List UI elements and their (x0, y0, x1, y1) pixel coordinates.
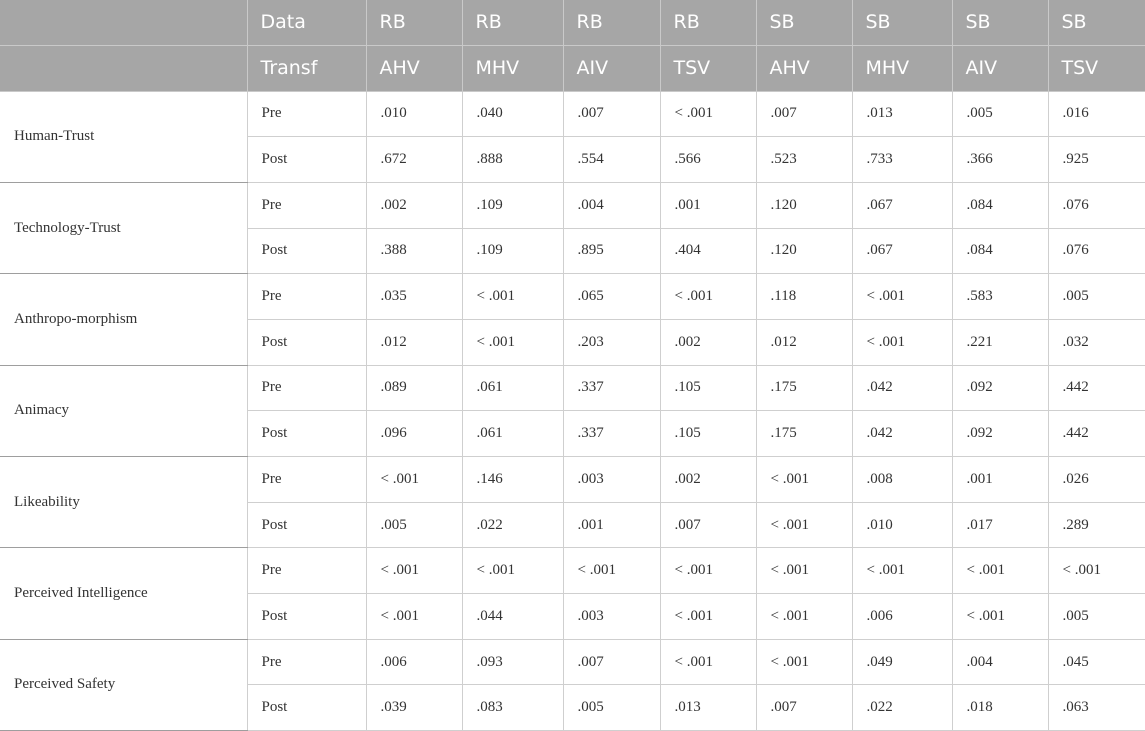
value-cell: < .001 (462, 319, 563, 365)
transformation-label: Post (247, 411, 366, 457)
transformation-label: Post (247, 502, 366, 548)
value-cell: .001 (952, 457, 1048, 503)
transformation-label: Pre (247, 457, 366, 503)
value-cell: < .001 (852, 548, 952, 594)
value-cell: .083 (462, 685, 563, 731)
header-cell: AHV (366, 45, 462, 91)
value-cell: .289 (1048, 502, 1145, 548)
value-cell: .010 (366, 91, 462, 137)
value-cell: < .001 (366, 548, 462, 594)
value-cell: < .001 (462, 548, 563, 594)
value-cell: .583 (952, 274, 1048, 320)
value-cell: .039 (366, 685, 462, 731)
value-cell: .076 (1048, 182, 1145, 228)
value-cell: .022 (852, 685, 952, 731)
value-cell: .005 (366, 502, 462, 548)
value-cell: < .001 (660, 274, 756, 320)
value-cell: .017 (952, 502, 1048, 548)
value-cell: .002 (660, 457, 756, 503)
value-cell: .012 (756, 319, 852, 365)
value-cell: .013 (660, 685, 756, 731)
value-cell: .005 (1048, 274, 1145, 320)
variable-label: Perceived Intelligence (0, 548, 247, 639)
value-cell: < .001 (952, 548, 1048, 594)
header-row-transf (0, 45, 1145, 91)
header-cell: AIV (563, 45, 660, 91)
value-cell: < .001 (660, 594, 756, 640)
value-cell: .001 (563, 502, 660, 548)
value-cell: .105 (660, 411, 756, 457)
header-cell: TSV (660, 45, 756, 91)
value-cell: .092 (952, 365, 1048, 411)
value-cell: .337 (563, 365, 660, 411)
value-cell: .003 (563, 457, 660, 503)
transformation-label: Pre (247, 91, 366, 137)
value-cell: .096 (366, 411, 462, 457)
value-cell: .118 (756, 274, 852, 320)
value-cell: .013 (852, 91, 952, 137)
variable-label: Technology-Trust (0, 182, 247, 273)
table-row (0, 274, 1145, 320)
value-cell: < .001 (952, 594, 1048, 640)
value-cell: .008 (852, 457, 952, 503)
value-cell: < .001 (660, 91, 756, 137)
value-cell: .221 (952, 319, 1048, 365)
value-cell: .120 (756, 182, 852, 228)
value-cell: .063 (1048, 685, 1145, 731)
value-cell: .146 (462, 457, 563, 503)
header-cell: RB (563, 0, 660, 45)
value-cell: < .001 (660, 639, 756, 685)
value-cell: < .001 (563, 548, 660, 594)
value-cell: .004 (952, 639, 1048, 685)
value-cell: .092 (952, 411, 1048, 457)
value-cell: .203 (563, 319, 660, 365)
value-cell: .042 (852, 411, 952, 457)
table-row (0, 457, 1145, 503)
value-cell: .566 (660, 137, 756, 183)
value-cell: .337 (563, 411, 660, 457)
value-cell: .005 (563, 685, 660, 731)
value-cell: .067 (852, 182, 952, 228)
value-cell: .366 (952, 137, 1048, 183)
value-cell: .733 (852, 137, 952, 183)
header-corner-cell (0, 0, 247, 45)
variable-label: Perceived Safety (0, 639, 247, 730)
table-row (0, 639, 1145, 685)
value-cell: .109 (462, 182, 563, 228)
value-cell: .061 (462, 411, 563, 457)
value-cell: .042 (852, 365, 952, 411)
value-cell: .040 (462, 91, 563, 137)
value-cell: .002 (366, 182, 462, 228)
value-cell: .005 (1048, 594, 1145, 640)
transformation-label: Post (247, 137, 366, 183)
header-cell: Data (247, 0, 366, 45)
table-row (0, 182, 1145, 228)
value-cell: .007 (660, 502, 756, 548)
value-cell: .523 (756, 137, 852, 183)
variable-label: Animacy (0, 365, 247, 456)
table-header (0, 0, 1145, 91)
value-cell: < .001 (1048, 548, 1145, 594)
value-cell: .442 (1048, 365, 1145, 411)
value-cell: .084 (952, 182, 1048, 228)
header-cell: MHV (462, 45, 563, 91)
value-cell: < .001 (756, 502, 852, 548)
header-cell: AHV (756, 45, 852, 91)
value-cell: .672 (366, 137, 462, 183)
value-cell: < .001 (366, 457, 462, 503)
value-cell: .002 (660, 319, 756, 365)
header-cell: SB (1048, 0, 1145, 45)
value-cell: .044 (462, 594, 563, 640)
value-cell: .018 (952, 685, 1048, 731)
transformation-label: Post (247, 594, 366, 640)
value-cell: < .001 (660, 548, 756, 594)
value-cell: .022 (462, 502, 563, 548)
header-cell: SB (756, 0, 852, 45)
header-cell: Transf (247, 45, 366, 91)
table-body (0, 91, 1145, 731)
value-cell: .554 (563, 137, 660, 183)
value-cell: .084 (952, 228, 1048, 274)
header-corner-cell (0, 45, 247, 91)
value-cell: .035 (366, 274, 462, 320)
value-cell: .003 (563, 594, 660, 640)
value-cell: .012 (366, 319, 462, 365)
header-cell: TSV (1048, 45, 1145, 91)
variable-label: Human-Trust (0, 91, 247, 182)
value-cell: < .001 (852, 319, 952, 365)
value-cell: .109 (462, 228, 563, 274)
transformation-label: Pre (247, 182, 366, 228)
value-cell: < .001 (756, 457, 852, 503)
value-cell: .895 (563, 228, 660, 274)
value-cell: .888 (462, 137, 563, 183)
table-row (0, 91, 1145, 137)
value-cell: .006 (852, 594, 952, 640)
value-cell: .032 (1048, 319, 1145, 365)
value-cell: < .001 (756, 639, 852, 685)
value-cell: .010 (852, 502, 952, 548)
header-row-data (0, 0, 1145, 45)
value-cell: .175 (756, 365, 852, 411)
value-cell: .067 (852, 228, 952, 274)
header-cell: AIV (952, 45, 1048, 91)
variable-label: Anthropo-morphism (0, 274, 247, 365)
transformation-label: Post (247, 228, 366, 274)
value-cell: .004 (563, 182, 660, 228)
value-cell: .093 (462, 639, 563, 685)
transformation-label: Pre (247, 365, 366, 411)
value-cell: < .001 (366, 594, 462, 640)
header-cell: SB (852, 0, 952, 45)
value-cell: .045 (1048, 639, 1145, 685)
transformation-label: Post (247, 319, 366, 365)
table-row (0, 548, 1145, 594)
header-cell: RB (366, 0, 462, 45)
value-cell: .016 (1048, 91, 1145, 137)
value-cell: .007 (756, 91, 852, 137)
value-cell: .442 (1048, 411, 1145, 457)
value-cell: .404 (660, 228, 756, 274)
value-cell: .175 (756, 411, 852, 457)
value-cell: .061 (462, 365, 563, 411)
value-cell: .007 (756, 685, 852, 731)
value-cell: < .001 (462, 274, 563, 320)
value-cell: .007 (563, 639, 660, 685)
header-cell: RB (462, 0, 563, 45)
value-cell: .007 (563, 91, 660, 137)
value-cell: .005 (952, 91, 1048, 137)
value-cell: .089 (366, 365, 462, 411)
value-cell: .026 (1048, 457, 1145, 503)
value-cell: .006 (366, 639, 462, 685)
value-cell: < .001 (852, 274, 952, 320)
value-cell: < .001 (756, 594, 852, 640)
value-cell: .105 (660, 365, 756, 411)
value-cell: .388 (366, 228, 462, 274)
variable-label: Likeability (0, 457, 247, 548)
transformation-label: Pre (247, 548, 366, 594)
transformation-label: Pre (247, 274, 366, 320)
value-cell: < .001 (756, 548, 852, 594)
value-cell: .076 (1048, 228, 1145, 274)
value-cell: .001 (660, 182, 756, 228)
header-cell: MHV (852, 45, 952, 91)
value-cell: .925 (1048, 137, 1145, 183)
header-cell: SB (952, 0, 1048, 45)
value-cell: .120 (756, 228, 852, 274)
transformation-label: Post (247, 685, 366, 731)
table-row (0, 365, 1145, 411)
value-cell: .065 (563, 274, 660, 320)
header-cell: RB (660, 0, 756, 45)
value-cell: .049 (852, 639, 952, 685)
transformation-label: Pre (247, 639, 366, 685)
